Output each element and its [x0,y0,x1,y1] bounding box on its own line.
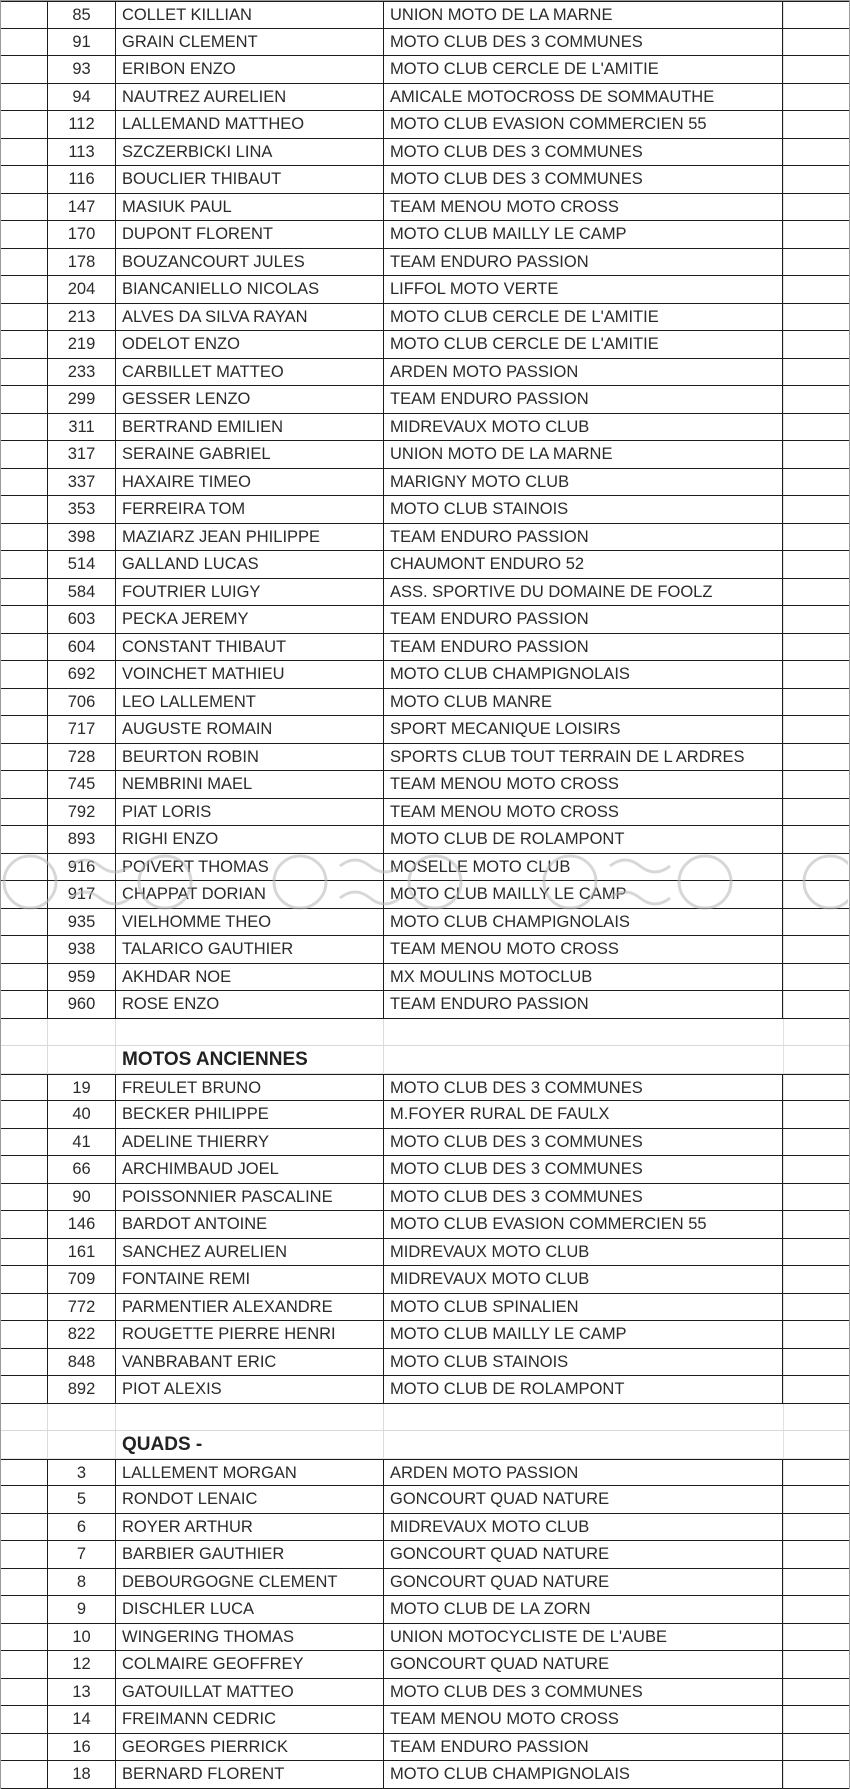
table-row [1,991,849,1019]
rider-number-cell: 14 [47,1706,115,1733]
rider-name-cell: LALLEMAND MATTHEO [115,111,383,138]
rider-name-cell: ARCHIMBAUD JOEL [115,1156,383,1183]
rider-number-cell: 94 [47,84,115,111]
club-name-cell: MX MOULINS MOTOCLUB [383,964,783,991]
table-row [1,249,849,277]
club-name-cell: MOTO CLUB MANRE [383,689,783,716]
rider-name-cell: FREIMANN CEDRIC [115,1706,383,1733]
club-name-cell: MOTO CLUB MAILLY LE CAMP [383,221,783,248]
table-row [1,111,849,139]
club-name-cell: UNION MOTOCYCLISTE DE L'AUBE [383,1624,783,1651]
rider-name-cell: RONDOT LENAIC [115,1486,383,1513]
empty-cell [383,1431,783,1458]
table-row [1,1761,849,1789]
rider-name-cell: SZCZERBICKI LINA [115,139,383,166]
table-row [1,84,849,112]
rider-name-cell: FERREIRA TOM [115,496,383,523]
club-name-cell: UNION MOTO DE LA MARNE [383,441,783,468]
rider-number-cell: 5 [47,1486,115,1513]
rider-number-cell: 337 [47,469,115,496]
table-row [1,1321,849,1349]
rider-number-cell: 16 [47,1734,115,1761]
rider-name-cell: WINGERING THOMAS [115,1624,383,1651]
table-row [1,1514,849,1542]
rider-number-cell: 161 [47,1239,115,1266]
club-name-cell: MOTO CLUB CHAMPIGNOLAIS [383,1761,783,1788]
rider-number-cell: 514 [47,551,115,578]
rider-name-cell: LEO LALLEMENT [115,689,383,716]
table-row [1,524,849,552]
club-name-cell: TEAM MENOU MOTO CROSS [383,1706,783,1733]
rider-name-cell: SERAINE GABRIEL [115,441,383,468]
table-row [1,1596,849,1624]
rider-number-cell: 204 [47,276,115,303]
rider-name-cell: GALLAND LUCAS [115,551,383,578]
rider-name-cell: GATOUILLAT MATTEO [115,1679,383,1706]
club-name-cell: TEAM ENDURO PASSION [383,249,783,276]
rider-number-cell: 959 [47,964,115,991]
rider-number-cell: 7 [47,1541,115,1568]
rider-name-cell: CHAPPAT DORIAN [115,881,383,908]
club-name-cell: GONCOURT QUAD NATURE [383,1541,783,1568]
club-name-cell: MOTO CLUB DES 3 COMMUNES [383,1679,783,1706]
blank-row [1,1404,849,1432]
empty-cell [115,1404,383,1431]
rider-name-cell: AUGUSTE ROMAIN [115,716,383,743]
club-name-cell: TEAM ENDURO PASSION [383,1734,783,1761]
rider-number-cell: 170 [47,221,115,248]
table-row [1,1101,849,1129]
rider-name-cell: MAZIARZ JEAN PHILIPPE [115,524,383,551]
table-row [1,1211,849,1239]
table-row [1,579,849,607]
rider-number-cell: 19 [47,1075,115,1101]
table-row [1,1239,849,1267]
rider-name-cell: SANCHEZ AURELIEN [115,1239,383,1266]
table-row [1,1266,849,1294]
table-row [1,826,849,854]
rider-name-cell: FOUTRIER LUIGY [115,579,383,606]
club-name-cell: MOSELLE MOTO CLUB [383,854,783,881]
rider-name-cell: MASIUK PAUL [115,194,383,221]
rider-name-cell: COLMAIRE GEOFFREY [115,1651,383,1678]
club-name-cell: LIFFOL MOTO VERTE [383,276,783,303]
empty-cell [47,1431,115,1458]
rider-name-cell: BOUCLIER THIBAUT [115,166,383,193]
rider-number-cell: 299 [47,386,115,413]
rider-number-cell: 893 [47,826,115,853]
club-name-cell: MIDREVAUX MOTO CLUB [383,414,783,441]
rider-number-cell: 219 [47,331,115,358]
table-row [1,1074,849,1102]
section-header [1,1046,849,1074]
table-row [1,441,849,469]
club-name-cell: TEAM ENDURO PASSION [383,991,783,1018]
rider-number-cell: 116 [47,166,115,193]
rider-number-cell: 113 [47,139,115,166]
club-name-cell: MOTO CLUB DES 3 COMMUNES [383,1156,783,1183]
club-name-cell: MOTO CLUB CERCLE DE L'AMITIE [383,56,783,83]
rider-number-cell: 311 [47,414,115,441]
rider-number-cell: 917 [47,881,115,908]
empty-cell [383,1019,783,1046]
club-name-cell: TEAM ENDURO PASSION [383,606,783,633]
table-row [1,634,849,662]
rider-name-cell: VIELHOMME THEO [115,909,383,936]
club-name-cell: TEAM ENDURO PASSION [383,524,783,551]
table-row [1,799,849,827]
rider-number-cell: 317 [47,441,115,468]
club-name-cell: MOTO CLUB EVASION COMMERCIEN 55 [383,111,783,138]
club-name-cell: MIDREVAUX MOTO CLUB [383,1239,783,1266]
empty-cell [115,1019,383,1046]
empty-cell [47,1046,115,1073]
table-row [1,964,849,992]
club-name-cell: ASS. SPORTIVE DU DOMAINE DE FOOLZ [383,579,783,606]
table-row [1,276,849,304]
rider-number-cell: 40 [47,1101,115,1128]
rider-name-cell: LALLEMENT MORGAN [115,1460,383,1486]
club-name-cell: MOTO CLUB STAINOIS [383,496,783,523]
rider-number-cell: 772 [47,1294,115,1321]
rider-name-cell: BERNARD FLORENT [115,1761,383,1788]
club-name-cell: TEAM ENDURO PASSION [383,386,783,413]
rider-number-cell: 938 [47,936,115,963]
rider-number-cell: 706 [47,689,115,716]
table-row [1,1,849,29]
club-name-cell: GONCOURT QUAD NATURE [383,1569,783,1596]
rider-number-cell: 717 [47,716,115,743]
rider-name-cell: POIVERT THOMAS [115,854,383,881]
table-row [1,1651,849,1679]
rider-name-cell: CARBILLET MATTEO [115,359,383,386]
club-name-cell: MOTO CLUB CERCLE DE L'AMITIE [383,331,783,358]
rider-number-cell: 146 [47,1211,115,1238]
club-name-cell: MOTO CLUB DES 3 COMMUNES [383,139,783,166]
club-name-cell: TEAM MENOU MOTO CROSS [383,194,783,221]
club-name-cell: MOTO CLUB DES 3 COMMUNES [383,1129,783,1156]
table-row [1,194,849,222]
rider-name-cell: BECKER PHILIPPE [115,1101,383,1128]
club-name-cell: TEAM MENOU MOTO CROSS [383,771,783,798]
table-row [1,1376,849,1404]
rider-name-cell: PIOT ALEXIS [115,1376,383,1403]
rider-name-cell: BARDOT ANTOINE [115,1211,383,1238]
rider-number-cell: 822 [47,1321,115,1348]
rider-number-cell: 213 [47,304,115,331]
table-row [1,469,849,497]
rider-number-cell: 603 [47,606,115,633]
section-header [1,1431,849,1459]
rider-name-cell: GESSER LENZO [115,386,383,413]
rider-number-cell: 584 [47,579,115,606]
table-row [1,1349,849,1377]
club-name-cell: MOTO CLUB MAILLY LE CAMP [383,881,783,908]
rider-name-cell: ROSE ENZO [115,991,383,1018]
table-row [1,1679,849,1707]
rider-name-cell: BEURTON ROBIN [115,744,383,771]
table-row [1,661,849,689]
table-row [1,854,849,882]
table-row [1,304,849,332]
table-row [1,1294,849,1322]
club-name-cell: MOTO CLUB DES 3 COMMUNES [383,1075,783,1101]
table-row [1,1459,849,1487]
club-name-cell: MOTO CLUB CERCLE DE L'AMITIE [383,304,783,331]
club-name-cell: UNION MOTO DE LA MARNE [383,2,783,28]
rider-name-cell: PARMENTIER ALEXANDRE [115,1294,383,1321]
rider-number-cell: 728 [47,744,115,771]
rider-name-cell: DUPONT FLORENT [115,221,383,248]
table-row [1,29,849,57]
club-name-cell: ARDEN MOTO PASSION [383,359,783,386]
table-row [1,166,849,194]
empty-cell [383,1046,783,1073]
club-name-cell: SPORT MECANIQUE LOISIRS [383,716,783,743]
club-name-cell: GONCOURT QUAD NATURE [383,1651,783,1678]
table-row [1,1624,849,1652]
rider-number-cell: 91 [47,29,115,56]
rider-name-cell: VOINCHET MATHIEU [115,661,383,688]
rider-name-cell: GEORGES PIERRICK [115,1734,383,1761]
rider-number-cell: 353 [47,496,115,523]
table-row [1,881,849,909]
rider-name-cell: BOUZANCOURT JULES [115,249,383,276]
table-row [1,1156,849,1184]
table-row [1,1734,849,1762]
club-name-cell: MOTO CLUB MAILLY LE CAMP [383,1321,783,1348]
table-row [1,936,849,964]
club-name-cell: MIDREVAUX MOTO CLUB [383,1266,783,1293]
rider-number-cell: 178 [47,249,115,276]
club-name-cell: SPORTS CLUB TOUT TERRAIN DE L ARDRES [383,744,783,771]
table-row [1,1569,849,1597]
rider-number-cell: 916 [47,854,115,881]
rider-number-cell: 12 [47,1651,115,1678]
rider-number-cell: 398 [47,524,115,551]
rider-number-cell: 604 [47,634,115,661]
club-name-cell: MIDREVAUX MOTO CLUB [383,1514,783,1541]
rider-name-cell: ROYER ARTHUR [115,1514,383,1541]
rider-name-cell: DEBOURGOGNE CLEMENT [115,1569,383,1596]
table-row [1,1486,849,1514]
rider-name-cell: DISCHLER LUCA [115,1596,383,1623]
table-row [1,56,849,84]
rider-name-cell: BIANCANIELLO NICOLAS [115,276,383,303]
rider-number-cell: 66 [47,1156,115,1183]
rider-name-cell: NEMBRINI MAEL [115,771,383,798]
rider-number-cell: 93 [47,56,115,83]
rider-name-cell: POISSONNIER PASCALINE [115,1184,383,1211]
rider-name-cell: CONSTANT THIBAUT [115,634,383,661]
club-name-cell: TEAM ENDURO PASSION [383,634,783,661]
table-row [1,551,849,579]
rider-number-cell: 10 [47,1624,115,1651]
table-row [1,689,849,717]
rider-name-cell: ALVES DA SILVA RAYAN [115,304,383,331]
rider-name-cell: GRAIN CLEMENT [115,29,383,56]
rider-number-cell: 9 [47,1596,115,1623]
rider-number-cell: 233 [47,359,115,386]
table-row [1,386,849,414]
club-name-cell: TEAM MENOU MOTO CROSS [383,936,783,963]
rider-name-cell: ODELOT ENZO [115,331,383,358]
rider-number-cell: 147 [47,194,115,221]
rider-number-cell: 960 [47,991,115,1018]
table-row [1,1129,849,1157]
rider-number-cell: 792 [47,799,115,826]
rider-name-cell: ROUGETTE PIERRE HENRI [115,1321,383,1348]
table-row [1,1541,849,1569]
section-title: MOTOS ANCIENNES [115,1046,383,1073]
rider-name-cell: HAXAIRE TIMEO [115,469,383,496]
table-row [1,1706,849,1734]
club-name-cell: MARIGNY MOTO CLUB [383,469,783,496]
empty-cell [47,1019,115,1046]
table-row [1,496,849,524]
club-name-cell: MOTO CLUB DE LA ZORN [383,1596,783,1623]
empty-cell [383,1404,783,1431]
table-row [1,909,849,937]
club-name-cell: ARDEN MOTO PASSION [383,1460,783,1486]
rider-name-cell: RIGHI ENZO [115,826,383,853]
rider-name-cell: AKHDAR NOE [115,964,383,991]
table-row [1,331,849,359]
club-name-cell: MOTO CLUB DES 3 COMMUNES [383,1184,783,1211]
rider-number-cell: 745 [47,771,115,798]
table-row [1,716,849,744]
table-row [1,221,849,249]
rider-name-cell: ADELINE THIERRY [115,1129,383,1156]
rider-name-cell: VANBRABANT ERIC [115,1349,383,1376]
club-name-cell: MOTO CLUB SPINALIEN [383,1294,783,1321]
rider-name-cell: FONTAINE REMI [115,1266,383,1293]
section-title: QUADS - [115,1431,383,1458]
rider-name-cell: COLLET KILLIAN [115,2,383,28]
rider-number-cell: 6 [47,1514,115,1541]
rider-number-cell: 692 [47,661,115,688]
rider-name-cell: ERIBON ENZO [115,56,383,83]
rider-name-cell: PECKA JEREMY [115,606,383,633]
club-name-cell: M.FOYER RURAL DE FAULX [383,1101,783,1128]
club-name-cell: MOTO CLUB CHAMPIGNOLAIS [383,661,783,688]
table-row [1,139,849,167]
rider-number-cell: 13 [47,1679,115,1706]
rider-number-cell: 3 [47,1460,115,1486]
rider-number-cell: 892 [47,1376,115,1403]
rider-number-cell: 85 [47,2,115,28]
rider-number-cell: 848 [47,1349,115,1376]
table-row [1,744,849,772]
table-row [1,771,849,799]
club-name-cell: MOTO CLUB DES 3 COMMUNES [383,166,783,193]
table-row [1,606,849,634]
club-name-cell: MOTO CLUB DES 3 COMMUNES [383,29,783,56]
table-row [1,414,849,442]
empty-cell [47,1404,115,1431]
rider-name-cell: FREULET BRUNO [115,1075,383,1101]
table-row [1,359,849,387]
rider-name-cell: PIAT LORIS [115,799,383,826]
club-name-cell: MOTO CLUB DE ROLAMPONT [383,1376,783,1403]
rider-name-cell: BARBIER GAUTHIER [115,1541,383,1568]
rider-number-cell: 41 [47,1129,115,1156]
club-name-cell: GONCOURT QUAD NATURE [383,1486,783,1513]
club-name-cell: MOTO CLUB EVASION COMMERCIEN 55 [383,1211,783,1238]
club-name-cell: CHAUMONT ENDURO 52 [383,551,783,578]
table-row [1,1184,849,1212]
club-name-cell: MOTO CLUB STAINOIS [383,1349,783,1376]
club-name-cell: AMICALE MOTOCROSS DE SOMMAUTHE [383,84,783,111]
club-name-cell: TEAM MENOU MOTO CROSS [383,799,783,826]
rider-number-cell: 112 [47,111,115,138]
rider-name-cell: BERTRAND EMILIEN [115,414,383,441]
rider-number-cell: 709 [47,1266,115,1293]
rider-number-cell: 8 [47,1569,115,1596]
club-name-cell: MOTO CLUB DE ROLAMPONT [383,826,783,853]
rider-number-cell: 18 [47,1761,115,1788]
blank-row [1,1019,849,1047]
rider-name-cell: TALARICO GAUTHIER [115,936,383,963]
rider-number-cell: 935 [47,909,115,936]
rider-number-cell: 90 [47,1184,115,1211]
club-name-cell: MOTO CLUB CHAMPIGNOLAIS [383,909,783,936]
rider-name-cell: NAUTREZ AURELIEN [115,84,383,111]
